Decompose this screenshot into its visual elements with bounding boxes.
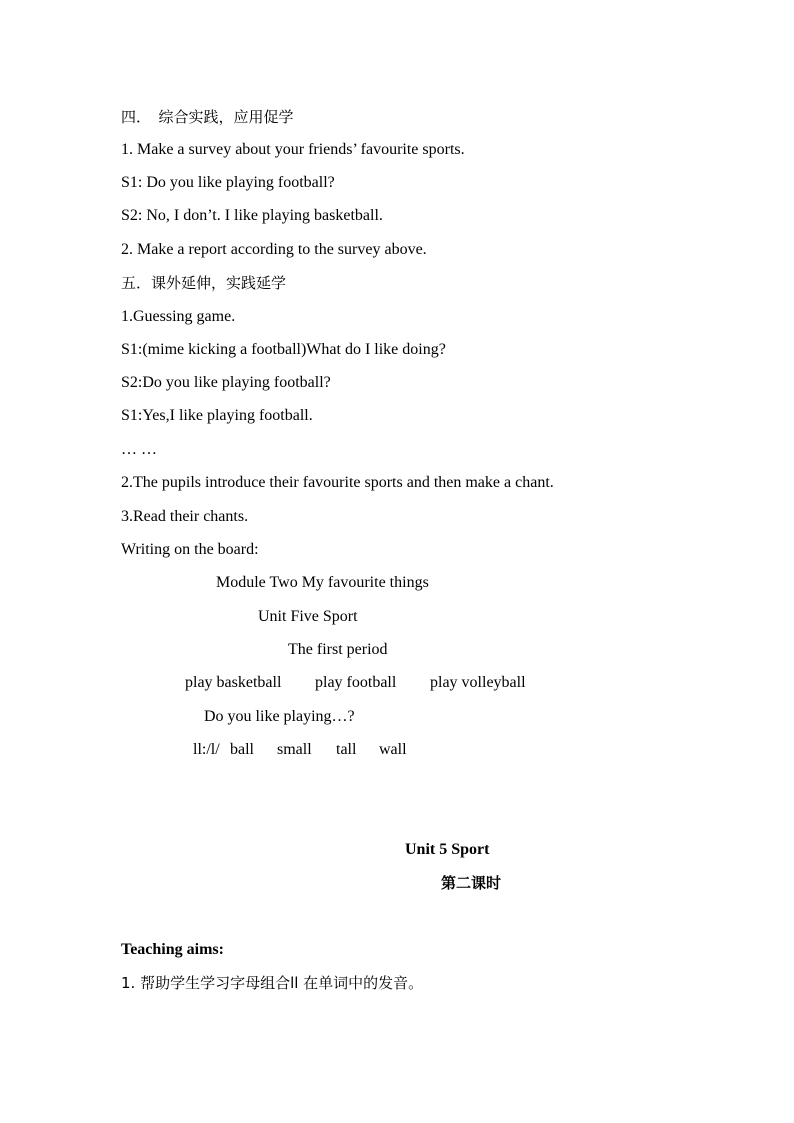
aims-heading: Teaching aims: <box>121 941 224 958</box>
board-label: Writing on the board: <box>121 541 259 558</box>
lesson2-title: Unit 5 Sport <box>405 841 490 858</box>
section5-heading: 五．课外延伸，实践延学 <box>121 274 287 292</box>
aim-1: 1. 帮助学生学习字母组合ll 在单词中的发音。 <box>121 974 424 992</box>
board-phrase-1: play basketball <box>185 674 282 691</box>
board-question: Do you like playing…? <box>204 708 355 725</box>
board-unit: Unit Five Sport <box>258 608 358 625</box>
board-phonics-word-4: wall <box>379 741 407 758</box>
board-phrase-3: play volleyball <box>430 674 526 691</box>
board-module: Module Two My favourite things <box>216 574 429 591</box>
section5-line-3: S2:Do you like playing football? <box>121 374 331 391</box>
section5-line-2: S1:(mime kicking a football)What do I like doing? <box>121 341 446 358</box>
section5-line-6: 2.The pupils introduce their favourite sports and then make a chant. <box>121 474 554 491</box>
section5-line-1: 1.Guessing game. <box>121 308 236 325</box>
section4-line-3: S2: No, I don’t. I like playing basketball. <box>121 207 383 224</box>
section5-line-7: 3.Read their chants. <box>121 508 249 525</box>
section5-line-5: … … <box>121 441 157 458</box>
board-phonics-word-1: ball <box>230 741 254 758</box>
board-phonics-word-2: small <box>277 741 312 758</box>
section4-line-4: 2. Make a report according to the survey above. <box>121 241 427 258</box>
section4-heading: 四． 综合实践，应用促学 <box>121 108 294 126</box>
section4-line-1: 1. Make a survey about your friends’ favourite sports. <box>121 141 465 158</box>
section4-line-2: S1: Do you like playing football? <box>121 174 335 191</box>
board-phonics-word-3: tall <box>336 741 357 758</box>
board-phrase-2: play football <box>315 674 397 691</box>
lesson2-subtitle: 第二课时 <box>441 874 502 892</box>
board-period: The first period <box>288 641 388 658</box>
section5-line-4: S1:Yes,I like playing football. <box>121 407 313 424</box>
board-phonics-label: ll:/l/ <box>193 741 220 758</box>
